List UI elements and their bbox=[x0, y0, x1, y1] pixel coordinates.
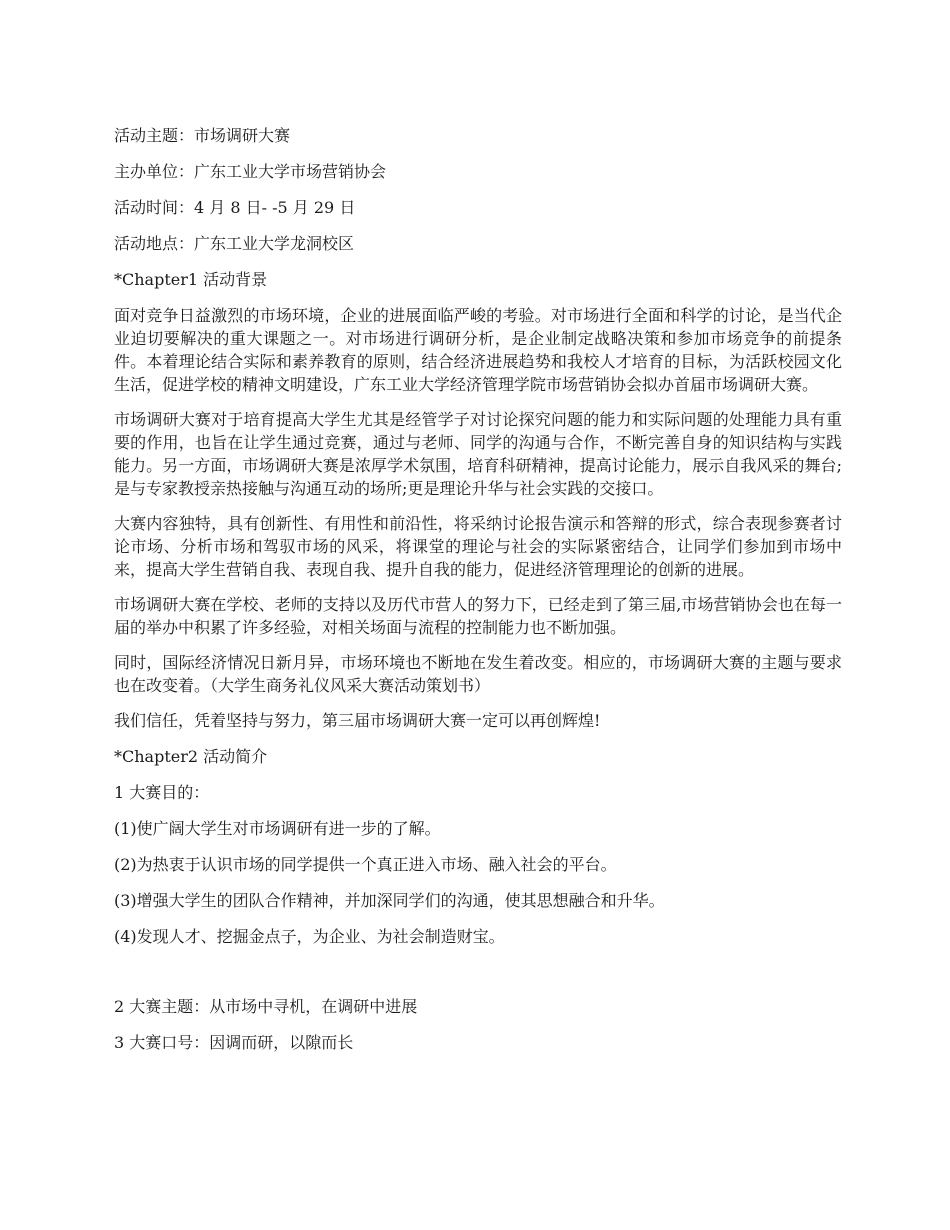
goal-item: (4)发现人才、挖掘金点子，为企业、为社会制造财宝。 bbox=[114, 927, 505, 946]
goal-item: (2)为热衷于认识市场的同学提供一个真正进入市场、融入社会的平台。 bbox=[114, 855, 617, 874]
document-page bbox=[114, 124, 842, 1067]
contest-slogan: 3 大赛口号：因调而研，以隙而长 bbox=[114, 1033, 354, 1052]
goal-item: (1)使广阔大学生对市场调研有进一步的了解。 bbox=[114, 819, 441, 838]
activity-organizer: 主办单位：广东工业大学市场营销协会 bbox=[114, 162, 387, 181]
chapter1-closing: 我们信任，凭着坚持与努力，第三届市场调研大赛一定可以再创辉煌! bbox=[114, 711, 601, 730]
goal-item: (3)增强大学生的团队合作精神，并加深同学们的沟通，使其思想融合和升华。 bbox=[114, 891, 665, 910]
chapter1-paragraph: 同时，国际经济情况日新月异，市场环境也不断地在发生着改变。相应的，市场调研大赛的主题与要求也在改变着。（大学生商务礼仪风采大赛活动策划书） bbox=[114, 653, 842, 695]
blank-gap bbox=[114, 961, 842, 995]
chapter1-paragraph: 大赛内容独特，具有创新性、有用性和前沿性，将采纳讨论报告演示和答辩的形式，综合表现参赛者讨论市场、分析市场和驾驭市场的风采，将课堂的理论与社会的实际紧密结合，让同学们参加到市场中来，提高大学生营销自我、表现自我、提升自我的能力，促进经济管理理论的创新的进展。 bbox=[114, 514, 842, 579]
activity-location: 活动地点：广东工业大学龙洞校区 bbox=[114, 234, 355, 253]
chapter1-heading: *Chapter1 活动背景 bbox=[114, 270, 268, 289]
activity-time: 活动时间：4 月 8 日- -5 月 29 日 bbox=[114, 198, 356, 217]
chapter1-paragraph: 面对竞争日益激烈的市场环境，企业的进展面临严峻的考验。对市场进行全面和科学的讨论，是当代企业迫切要解决的重大课题之一。对市场进行调研分析，是企业制定战略决策和参加市场竞争的前提条件。本着理论结合实际和素养教育的原则，结合经济进展趋势和我校人才培育的目标，为活跃校园文化生活，促进学校的精神文明建设，广东工业大学经济管理学院市场营销协会拟办首届市场调研大赛。 bbox=[114, 306, 842, 394]
chapter1-paragraph: 市场调研大赛在学校、老师的支持以及历代市营人的努力下，已经走到了第三届,市场营销协会也在每一届的举办中积累了许多经验，对相关场面与流程的控制能力也不断加强。 bbox=[114, 595, 842, 637]
chapter2-heading: *Chapter2 活动简介 bbox=[114, 747, 268, 766]
goal-title: 1 大赛目的： bbox=[114, 783, 210, 802]
chapter1-paragraph: 市场调研大赛对于培育提高大学生尤其是经管学子对讨论探究问题的能力和实际问题的处理能力具有重要的作用，也旨在让学生通过竞赛，通过与老师、同学的沟通与合作，不断完善自身的知识结构与实践能力。另一方面，市场调研大赛是浓厚学术氛围，培育科研精神，提高讨论能力，展示自我风采的舞台;是与专家教授亲热接触与沟通互动的场所;更是理论升华与社会实践的交接口。 bbox=[114, 410, 842, 498]
activity-theme: 活动主题：市场调研大赛 bbox=[114, 126, 291, 145]
contest-theme: 2 大赛主题：从市场中寻机，在调研中进展 bbox=[114, 997, 418, 1016]
